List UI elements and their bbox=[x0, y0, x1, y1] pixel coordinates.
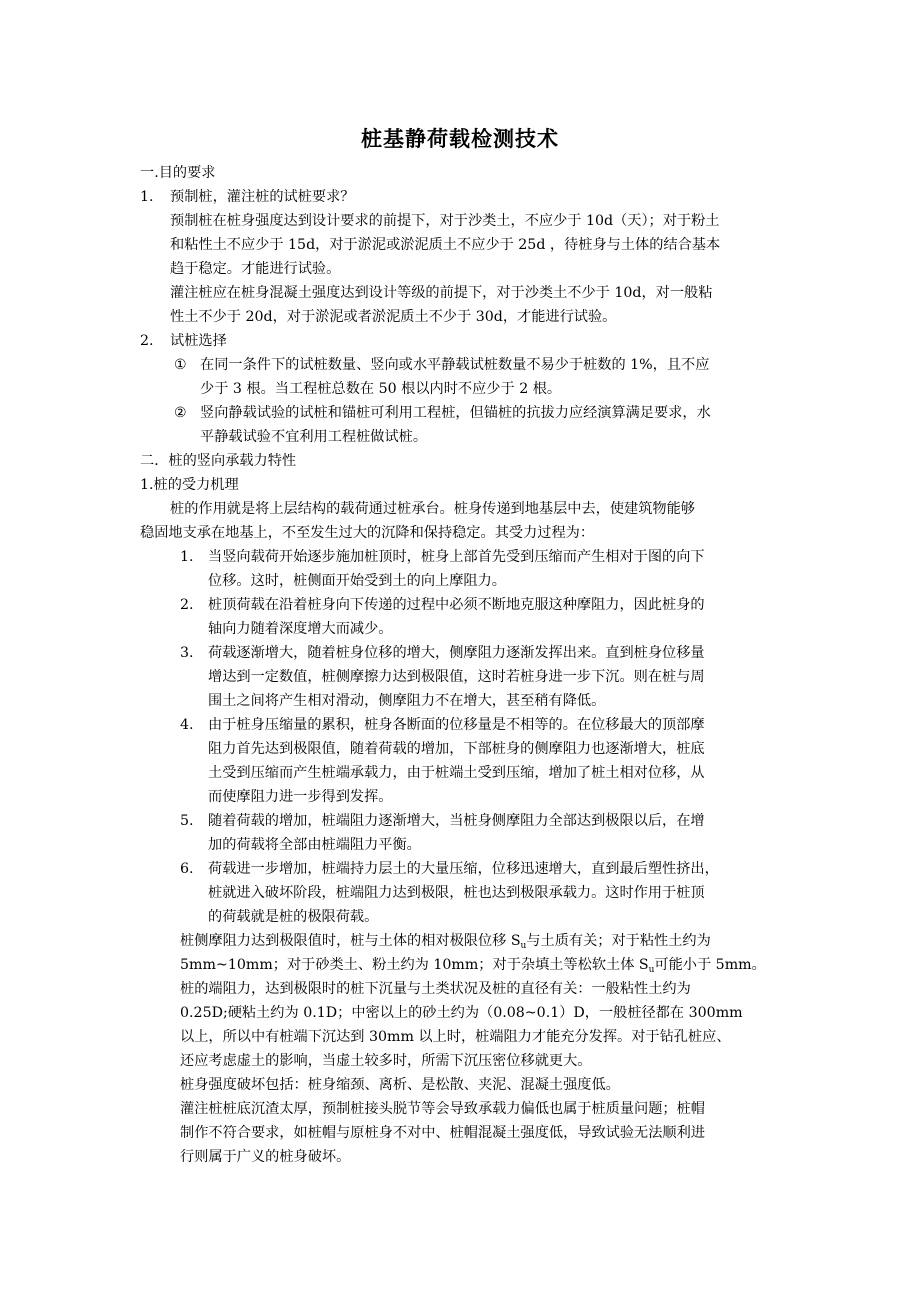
paragraph-line: 趋于稳定。才能进行试验。 bbox=[170, 261, 341, 277]
paragraph-line: 桩的作用就是将上层结构的载荷通过桩承台。桩身传递到地基层中去，使建筑物能够 bbox=[170, 501, 695, 517]
list-number: 4. bbox=[180, 717, 194, 733]
paragraph-line: 制作不符合要求，如桩帽与原桩身不对中、桩帽混凝土强度低，导致试验无法顺利进 bbox=[180, 1125, 705, 1141]
paragraph-line: 平静载试验不宜利用工程桩做试桩。 bbox=[200, 429, 428, 445]
paragraph-line: 加的荷载将全部由桩端阻力平衡。 bbox=[208, 837, 421, 853]
list-item-label: 试桩选择 bbox=[170, 333, 227, 349]
paragraph-line: 稳固地支承在地基上，不至发生过大的沉降和保持稳定。其受力过程为： bbox=[140, 525, 595, 541]
paragraph-line: 竖向静载试验的试桩和锚桩可利用工程桩，但锚桩的抗拔力应经演算满足要求，水 bbox=[200, 405, 711, 421]
page-title: 桩基静荷载检测技术 bbox=[361, 127, 559, 151]
paragraph-line: 0.25D;硬粘土约为 0.1D；中密以上的砂土约为（0.08~0.1）D，一般桩径都在 300mm bbox=[180, 1005, 743, 1021]
list-number: 2. bbox=[180, 597, 194, 613]
paragraph-line: 桩身强度破坏包括：桩身缩颈、离析、是松散、夹泥、混凝土强度低。 bbox=[180, 1077, 620, 1093]
paragraph-line: 桩就进入破坏阶段，桩端阻力达到极限，桩也达到极限承载力。这时作用于桩顶 bbox=[208, 885, 705, 901]
paragraph-line: 和粘性土不应少于 15d，对于淤泥或淤泥质土不应少于 25d ，待桩身与土体的结合基本 bbox=[170, 237, 721, 253]
paragraph-line: 阻力首先达到极限值，随着荷载的增加，下部桩身的侧摩阻力也逐渐增大，桩底 bbox=[208, 741, 705, 757]
paragraph-line: 荷载进一步增加，桩端持力层土的大量压缩，位移迅速增大，直到最后塑性挤出， bbox=[208, 861, 719, 877]
list-item-label: 预制桩，灌注桩的试桩要求？ bbox=[170, 189, 355, 205]
paragraph-line: 当竖向载荷开始逐步施加桩顶时，桩身上部首先受到压缩而产生相对于图的向下 bbox=[208, 549, 705, 565]
list-number: 3. bbox=[180, 645, 194, 661]
paragraph-line: 由于桩身压缩量的累积，桩身各断面的位移量是不相等的。在位移最大的顶部摩 bbox=[208, 717, 705, 733]
section-heading: 一.目的要求 bbox=[140, 165, 216, 181]
paragraph-line: 性土不少于 20d，对于淤泥或者淤泥质土不少于 30d，才能进行试验。 bbox=[170, 309, 617, 325]
paragraph-line: 的荷载就是桩的极限荷载。 bbox=[208, 909, 379, 925]
section-heading: 二．桩的竖向承载力特性 bbox=[140, 453, 297, 469]
paragraph-line: 围土之间将产生相对滑动，侧摩阻力不在增大，甚至稍有降低。 bbox=[208, 693, 606, 709]
list-number: 5. bbox=[180, 813, 194, 829]
list-number: 1. bbox=[140, 189, 154, 205]
paragraph-line: 轴向力随着深度增大而减少。 bbox=[208, 621, 393, 637]
paragraph-line: 桩侧摩阻力达到极限值时，桩与土体的相对极限位移 $S_u$与土质有关；对于粘性土约为 bbox=[180, 933, 711, 951]
paragraph-line: 荷载逐渐增大，随着桩身位移的增大，侧摩阻力逐渐发挥出来。直到桩身位移量 bbox=[208, 645, 705, 661]
paragraph-line: 而使摩阻力进一步得到发挥。 bbox=[208, 789, 393, 805]
subsection-heading: 1.桩的受力机理 bbox=[140, 477, 239, 493]
paragraph-line: 增达到一定数值，桩侧摩擦力达到极限值，这时若桩身进一步下沉。则在桩与周 bbox=[208, 669, 705, 685]
paragraph-line: 少于 3 根。当工程桩总数在 50 根以内时不应少于 2 根。 bbox=[200, 381, 562, 397]
circled-number: ① bbox=[174, 357, 187, 373]
paragraph-line: 5mm~10mm；对于砂类土、粉土约为 10mm；对于杂填土等松软土体 $S_u$可能小于 5mm。 bbox=[180, 957, 766, 975]
paragraph-line: 土受到压缩而产生桩端承载力，由于桩端土受到压缩，增加了桩土相对位移，从 bbox=[208, 765, 705, 781]
paragraph-line: 在同一条件下的试桩数量、竖向或水平静载试桩数量不易少于桩数的 1%，且不应 bbox=[200, 357, 710, 373]
list-number: 1. bbox=[180, 549, 194, 565]
paragraph-line: 桩的端阻力，达到极限时的桩下沉量与土类状况及桩的直径有关：一般粘性土约为 bbox=[180, 981, 691, 997]
paragraph-line: 灌注桩应在桩身混凝土强度达到设计等级的前提下，对于沙类土不少于 10d，对一般粘 bbox=[170, 285, 713, 301]
paragraph-line: 随着荷载的增加，桩端阻力逐渐增大，当桩身侧摩阻力全部达到极限以后，在增 bbox=[208, 813, 705, 829]
list-number: 6. bbox=[180, 861, 194, 877]
paragraph-line: 以上，所以中有桩端下沉达到 30mm 以上时，桩端阻力才能充分发挥。对于钻孔桩应、 bbox=[180, 1029, 731, 1045]
paragraph-line: 还应考虑虚土的影响，当虚土较多时，所需下沉压密位移就更大。 bbox=[180, 1053, 592, 1069]
paragraph-line: 预制桩在桩身强度达到设计要求的前提下，对于沙类土，不应少于 10d（天）；对于粉土 bbox=[170, 213, 720, 229]
circled-number: ② bbox=[174, 405, 187, 421]
paragraph-line: 位移。这时，桩侧面开始受到土的向上摩阻力。 bbox=[208, 573, 506, 589]
list-number: 2. bbox=[140, 333, 154, 349]
paragraph-line: 行则属于广义的桩身破坏。 bbox=[180, 1149, 351, 1165]
paragraph-line: 灌注桩桩底沉渣太厚，预制桩接头脱节等会导致承载力偏低也属于桩质量问题；桩帽 bbox=[180, 1101, 705, 1117]
paragraph-line: 桩顶荷载在沿着桩身向下传递的过程中必须不断地克服这种摩阻力，因此桩身的 bbox=[208, 597, 705, 613]
